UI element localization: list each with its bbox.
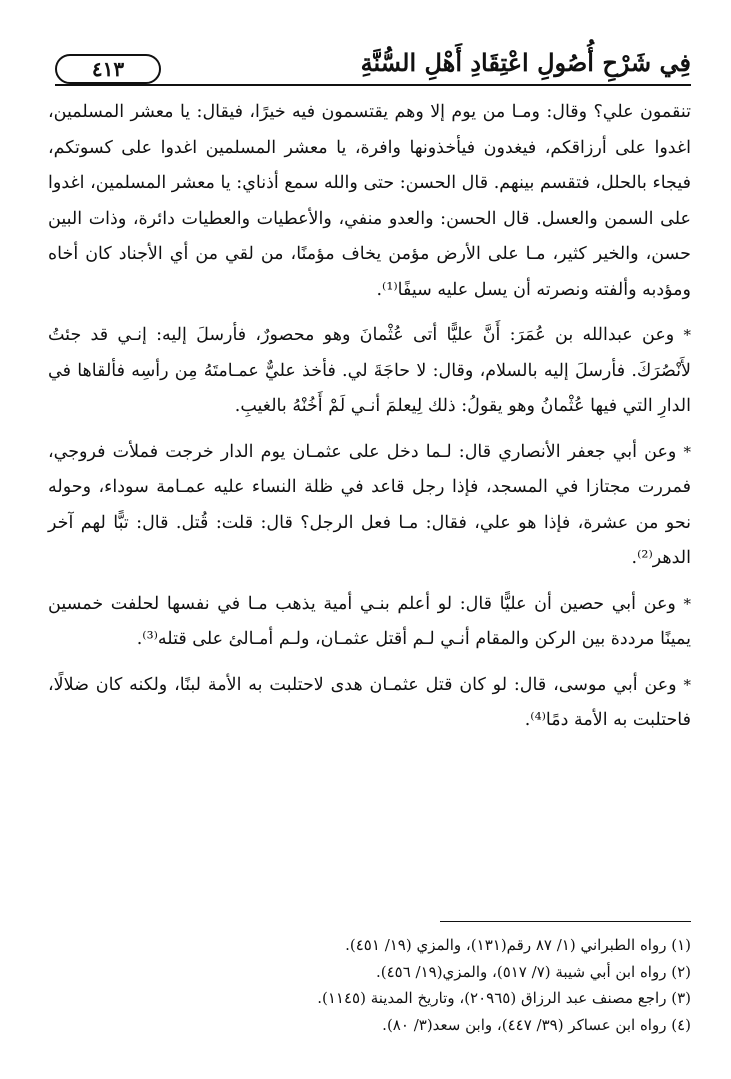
footnote: (٤) رواه ابن عساكر (٣٩/ ٤٤٧)، وابن سعد(٣/ ٨٠). — [382, 1015, 691, 1034]
paragraph — [48, 95, 691, 308]
star-icon: * — [683, 326, 691, 344]
footnotes — [48, 932, 691, 1038]
paragraph — [48, 435, 691, 577]
page-header — [55, 48, 691, 88]
header-rule — [55, 84, 691, 86]
paragraph-text: وعن أبي موسى، قال: لو كان قتل عثمـان هدى لاحتلبت به الأمة لبنًا، ولكنه كان ضلالًا، فاحتلبت به الأمة دمًا⁽⁴⁾. — [48, 674, 691, 730]
footnote: (٢) رواه ابن أبي شيبة (٧/ ٥١٧)، والمزي(١٩/ ٤٥٦). — [375, 962, 691, 981]
paragraph-text: وعن أبي حصين أن عليًّا قال: لو أعلم بنـي أمية يذهب مـا في نفسها لحلفت خمسين يمينًا مرددة بين الركن والمقام أنـي لـم أقتل عثمـان، ولـم أمـالئ على قتله⁽³⁾. — [48, 593, 691, 649]
star-icon: * — [683, 442, 691, 461]
footnote: (٣) راجع مصنف عبد الرزاق (٢٠٩٦٥)، وتاريخ المدينة (١١٤٥). — [317, 989, 691, 1007]
paragraph-text: وعن أبي جعفر الأنصاري قال: لـما دخل على عثمـان يوم الدار خرجت فملأت فروجي، فمررت مجتازا في المسجد، فإذا رجل قاعد في ظلة النساء عليه عمـامة سوداء، وحوله نحو من عشرة، فإذا هو علي، فقال: مـا فعل الرجل؟ قال: قلت: قُتل. قال: تبًّا لهم آخر الدهر⁽²⁾. — [48, 441, 691, 568]
page-number: ٤١٣ — [55, 54, 161, 84]
paragraph-text: وعن عبدالله بن عُمَرَ: أَنَّ عليًّا أتى عُثْمانَ وهو محصورٌ، فأرسلَ إليه: إنـي قد جئتُ لأَنْصُرَكَ. فأرسلَ إليه بالسلام، وقال: لا حاجَةَ لي. فأخذ عليٌّ عمـامتَهُ مِن رأسِه فألقاها في الدارِ التي فيها عُثْمانُ وهو يقولُ: ذلك لِيعلمَ أنـي لَمْ أَخُنْهُ بالغيبِ. — [48, 325, 691, 416]
running-title: فِي شَرْحِ أُصُولِ اعْتِقَادِ أَهْلِ السُّنَّةِ — [360, 48, 691, 77]
paragraph — [48, 318, 691, 425]
star-icon: * — [683, 594, 691, 613]
paragraph-text: تنقمون علي؟ وقال: ومـا من يوم إلا وهم يقتسمون فيه خيرًا، فيقال: يا معشر المسلمين، اغدوا على أرزاقكم، فيغدون فيأخذونها وافرة، يا معشر المسلمين اغدوا على كسوتكم، فيجاء بالحلل، فتقسم بينهم. قال الحسن: حتى والله سمع أذناي: يا معشر المسلمين، اغدوا على السمن والعسل. قال الحسن: والعدو منفي، والأعطيات والعطيات دائرة، وذات البين حسن، والخير كثير، مـا على الأرض مؤمن يخاف مؤمنًا، من لقي من أي الأجناد كان أخاه ومؤدبه وألفته ونصرته أن يسل عليه سيفًا⁽¹⁾. — [48, 102, 691, 300]
main-text — [48, 95, 691, 739]
paragraph — [48, 668, 691, 739]
footnote: (١) رواه الطبراني (١/ ٨٧ رقم(١٣١)، والمزي (١٩/ ٤٥١). — [345, 936, 691, 954]
star-icon: * — [683, 675, 691, 694]
footnote-divider — [440, 921, 691, 922]
paragraph — [48, 587, 691, 658]
